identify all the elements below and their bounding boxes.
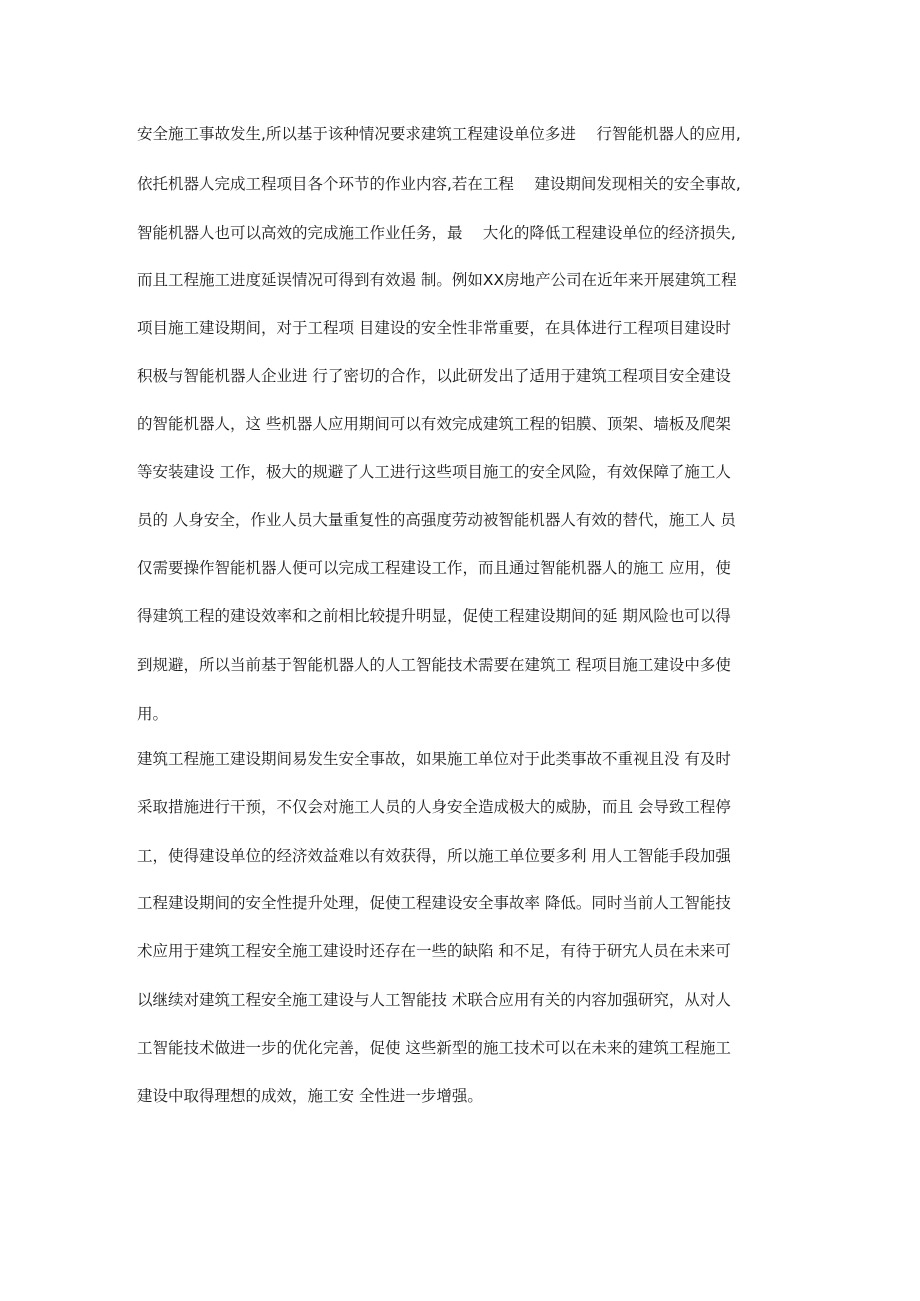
- text-line: 仅需要操作智能机器人便可以完成工程建设工作，而且通过智能机器人的施工 应用，使: [137, 559, 731, 577]
- text-line: 项目施工建设期间，对于工程项 目建设的安全性非常重要，在具体进行工程项目建设时: [137, 319, 731, 337]
- text-line: 建设中取得理想的成效，施工安 全性进一步增强。: [137, 1087, 483, 1105]
- text-line: 工，使得建设单位的经济效益难以有效获得，所以施工单位要多利 用人工智能手段加强: [137, 847, 731, 865]
- text-line: 而且工程施工进度延误情况可得到有效遏 制。例如XX房地产公司在近年来开展建筑工程: [137, 271, 737, 289]
- text-line: 工程建设期间的安全性提升处理，促使工程建设安全事故率 降低。同时当前人工智能技: [137, 894, 731, 912]
- text-line: 安全施工事故发生,所以基于该种情况要求建筑工程建设单位多进 行智能机器人的应用,: [137, 125, 741, 143]
- text-line: 积极与智能机器人企业进 行了密切的合作，以此研发出了适用于建筑工程项目安全建设: [137, 367, 731, 385]
- text-line: 以继续对建筑工程安全施工建设与人工智能技 术联合应用有关的内容加强研究，从对人: [137, 991, 731, 1009]
- text-line: 到规避，所以当前基于智能机器人的人工智能技术需要在建筑工 程项目施工建设中多使: [137, 656, 731, 674]
- text-line: 术应用于建筑工程安全施工建设时还存在一些的缺陷 和不足，有待于研宄人员在未来可: [137, 942, 731, 960]
- text-line: 等安装建设 工作，极大的规避了人工进行这些项目施工的安全风险，有效保障了施工人: [137, 463, 731, 481]
- text-line: 建筑工程施工建设期间易发生安全事故，如果施工单位对于此类事故不重视且没 有及时: [137, 750, 731, 768]
- text-line: 采取措施进行干预，不仅会对施工人员的人身安全造成极大的威胁，而且 会导致工程停: [137, 798, 731, 816]
- text-line: 的智能机器人，这 些机器人应用期间可以有效完成建筑工程的铝膜、顶架、墙板及爬架: [137, 415, 731, 433]
- text-line: 得建筑工程的建设效率和之前相比较提升明显，促使工程建设期间的延 期风险也可以得: [137, 607, 731, 625]
- text-line: 智能机器人也可以高效的完成施工作业任务，最 大化的降低工程建设单位的经济损失,: [137, 224, 736, 242]
- text-line: 依托机器人完成工程项目各个环节的作业内容,若在工程 建设期间发现相关的安全事故,: [137, 175, 741, 193]
- text-line: 工智能技术做进一步的优化完善，促使 这些新型的施工技术可以在未来的建筑工程施工: [137, 1039, 731, 1057]
- text-line: 员的 人身安全，作业人员大量重复性的高强度劳动被智能机器人有效的替代，施工人 员: [137, 511, 736, 529]
- text-line: 用。: [137, 705, 169, 723]
